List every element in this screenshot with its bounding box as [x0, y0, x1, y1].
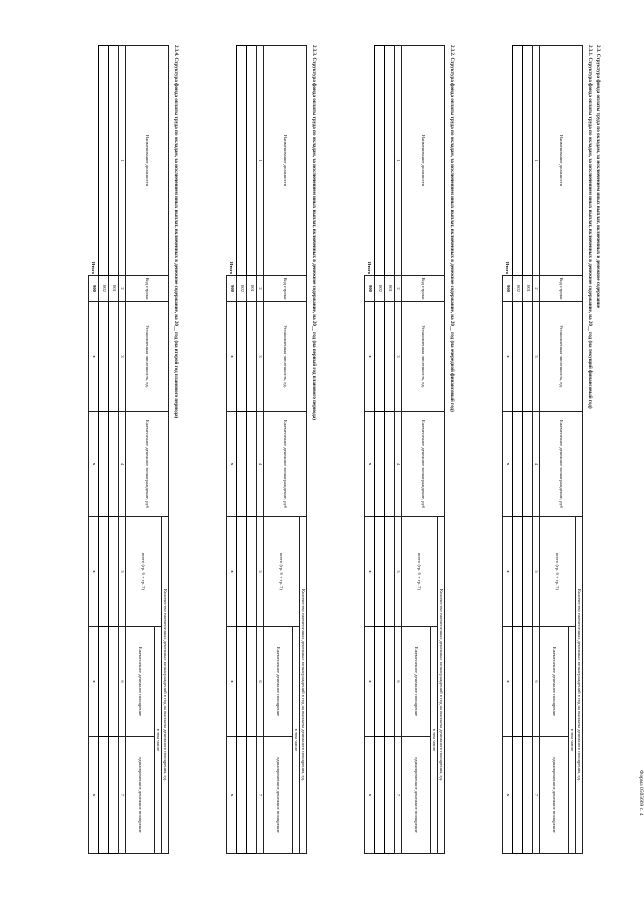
- x-mark: x: [89, 627, 99, 737]
- col-position-header: Наименование должности: [402, 46, 445, 276]
- col-num: 1: [533, 46, 540, 276]
- col-num: 4: [119, 412, 126, 517]
- col-code-header: Код строки: [402, 276, 445, 302]
- col-num: 7: [533, 737, 540, 854]
- col-extra-bonus-header: единовременное денежное поощрение: [540, 737, 569, 854]
- x-mark: x: [89, 517, 99, 627]
- col-num: 6: [533, 627, 540, 737]
- table-cell: [237, 737, 247, 854]
- col-code-header: Код строки: [264, 276, 307, 302]
- col-total-header: всего (гр. 6 + гр. 7): [402, 517, 438, 627]
- x-mark: x: [227, 302, 237, 412]
- table-cell: [247, 302, 257, 412]
- row-code: 002: [237, 276, 247, 302]
- col-num: 5: [257, 517, 264, 627]
- table-block-4: [70, 45, 178, 853]
- table-cell: [247, 627, 257, 737]
- row-code: 001: [109, 276, 119, 302]
- col-pay-header: Ежемесячное денежное вознаграждение, руб: [540, 412, 583, 517]
- col-monthly-bonus-header: Ежемесячное денежное поощрение: [264, 627, 293, 737]
- col-num: 1: [395, 46, 402, 276]
- table-cell: [385, 517, 395, 627]
- x-mark: x: [365, 517, 375, 627]
- table-cell: [513, 737, 523, 854]
- col-group-header: Количество ежемесячных денежных вознаграждений в год на выплаты денежного поощрения, ед.: [162, 517, 169, 854]
- total-code: 900: [503, 276, 513, 302]
- structure-table: [227, 45, 308, 854]
- table-cell: [513, 627, 523, 737]
- table-cell: [99, 302, 109, 412]
- col-headcount-header: Установленная численность, ед.: [264, 302, 307, 412]
- row-code: 001: [385, 276, 395, 302]
- col-position-header: Наименование должности: [264, 46, 307, 276]
- x-mark: x: [227, 412, 237, 517]
- table-cell: [109, 737, 119, 854]
- col-num: 4: [257, 412, 264, 517]
- table-cell: [109, 517, 119, 627]
- row-code: 001: [523, 276, 533, 302]
- col-group-header: Количество ежемесячных денежных вознаграждений в год на выплаты денежного поощрения, ед.: [300, 517, 307, 854]
- col-num: 2: [533, 276, 540, 302]
- col-num: 4: [395, 412, 402, 517]
- col-num: 4: [533, 412, 540, 517]
- col-num: 7: [119, 737, 126, 854]
- x-mark: x: [227, 627, 237, 737]
- col-monthly-bonus-header: Ежемесячное денежное поощрение: [126, 627, 155, 737]
- table-cell: [385, 412, 395, 517]
- col-num: 1: [119, 46, 126, 276]
- table-cell: [375, 302, 385, 412]
- col-num: 6: [119, 627, 126, 737]
- table-cell: [247, 46, 257, 276]
- table-cell: [375, 737, 385, 854]
- total-code: 900: [227, 276, 237, 302]
- col-extra-bonus-header: единовременное денежное поощрение: [264, 737, 293, 854]
- table-cell: [375, 517, 385, 627]
- col-num: 3: [395, 302, 402, 412]
- table-cell: [523, 412, 533, 517]
- form-code: Форма 0505669 с. 4: [638, 770, 644, 816]
- col-num: 2: [395, 276, 402, 302]
- x-mark: x: [503, 302, 513, 412]
- col-extra-bonus-header: единовременное денежное поощрение: [402, 737, 431, 854]
- col-num: 2: [257, 276, 264, 302]
- x-mark: x: [89, 737, 99, 854]
- col-extra-bonus-header: единовременное денежное поощрение: [126, 737, 155, 854]
- structure-table: [89, 45, 170, 854]
- col-pay-header: Ежемесячное денежное вознаграждение, руб: [402, 412, 445, 517]
- col-headcount-header: Установленная численность, ед.: [540, 302, 583, 412]
- block-title: 2.3.3. Структура фонда оплаты труда по окладам, за исключением иных выплат, включенных в денежное содержание, на 20__ год (на первый год планового периода): [311, 45, 316, 420]
- col-headcount-header: Установленная численность, ед.: [126, 302, 169, 412]
- table-cell: [109, 302, 119, 412]
- table-cell: [385, 46, 395, 276]
- total-label: Итого: [365, 46, 375, 276]
- table-cell: [109, 46, 119, 276]
- col-monthly-bonus-header: Ежемесячное денежное поощрение: [402, 627, 431, 737]
- table-block-1: [484, 45, 592, 853]
- table-cell: [237, 302, 247, 412]
- col-monthly-bonus-header: Ежемесячное денежное поощрение: [540, 627, 569, 737]
- col-num: 6: [257, 627, 264, 737]
- col-group-header: Количество ежемесячных денежных вознаграждений в год на выплаты денежного поощрения, ед.: [438, 517, 445, 854]
- table-cell: [523, 46, 533, 276]
- table-block-3: [208, 45, 316, 853]
- table-cell: [109, 627, 119, 737]
- col-total-header: всего (гр. 6 + гр. 7): [264, 517, 300, 627]
- section-header: 2.3. Структура фонда оплаты труда по окладам, за исключением иных выплат, включенных в денежное содержание: [595, 45, 600, 309]
- table-cell: [385, 627, 395, 737]
- block-title: 2.3.1. Структура фонда оплаты труда по окладам, за исключением иных выплат, включенных в денежное содержание, на 20__ год (на текущий финансовый год): [587, 45, 592, 409]
- col-code-header: Код строки: [540, 276, 583, 302]
- col-num: 7: [395, 737, 402, 854]
- rotated-content: [40, 45, 644, 855]
- structure-table: [503, 45, 584, 854]
- table-cell: [99, 627, 109, 737]
- x-mark: x: [89, 412, 99, 517]
- table-cell: [247, 517, 257, 627]
- col-headcount-header: Установленная численность, ед.: [402, 302, 445, 412]
- col-incl-header: в том числе: [155, 627, 162, 854]
- col-total-header: всего (гр. 6 + гр. 7): [126, 517, 162, 627]
- x-mark: x: [503, 412, 513, 517]
- col-total-header: всего (гр. 6 + гр. 7): [540, 517, 576, 627]
- table-cell: [523, 517, 533, 627]
- total-code: 900: [89, 276, 99, 302]
- table-cell: [99, 412, 109, 517]
- x-mark: x: [365, 737, 375, 854]
- x-mark: x: [227, 517, 237, 627]
- col-position-header: Наименование должности: [126, 46, 169, 276]
- col-num: 3: [533, 302, 540, 412]
- x-mark: x: [227, 737, 237, 854]
- col-num: 6: [395, 627, 402, 737]
- col-pay-header: Ежемесячное денежное вознаграждение, руб: [264, 412, 307, 517]
- row-code: 002: [99, 276, 109, 302]
- table-cell: [99, 737, 109, 854]
- table-cell: [513, 46, 523, 276]
- col-num: 2: [119, 276, 126, 302]
- x-mark: x: [89, 302, 99, 412]
- col-position-header: Наименование должности: [540, 46, 583, 276]
- col-pay-header: Ежемесячное денежное вознаграждение, руб: [126, 412, 169, 517]
- col-num: 5: [119, 517, 126, 627]
- col-num: 7: [257, 737, 264, 854]
- col-incl-header: в том числе: [569, 627, 576, 854]
- x-mark: x: [503, 517, 513, 627]
- table-cell: [523, 302, 533, 412]
- table-cell: [109, 412, 119, 517]
- total-label: Итого: [227, 46, 237, 276]
- col-code-header: Код строки: [126, 276, 169, 302]
- row-code: 002: [375, 276, 385, 302]
- table-cell: [375, 46, 385, 276]
- block-title: 2.3.2. Структура фонда оплаты труда по окладам, за исключением иных выплат, включенных в денежное содержание, на 20__ год (на очередной финансовый год): [449, 45, 454, 412]
- col-num: 3: [257, 302, 264, 412]
- x-mark: x: [503, 627, 513, 737]
- table-cell: [513, 302, 523, 412]
- table-cell: [237, 517, 247, 627]
- col-incl-header: в том числе: [293, 627, 300, 854]
- x-mark: x: [365, 302, 375, 412]
- x-mark: x: [503, 737, 513, 854]
- col-num: 5: [395, 517, 402, 627]
- table-cell: [375, 412, 385, 517]
- table-cell: [513, 517, 523, 627]
- table-cell: [99, 517, 109, 627]
- table-cell: [237, 412, 247, 517]
- col-num: 3: [119, 302, 126, 412]
- total-code: 900: [365, 276, 375, 302]
- total-label: Итого: [89, 46, 99, 276]
- x-mark: x: [365, 412, 375, 517]
- col-group-header: Количество ежемесячных денежных вознаграждений в год на выплаты денежного поощрения, ед.: [576, 517, 583, 854]
- table-cell: [385, 737, 395, 854]
- table-block-2: [346, 45, 454, 853]
- x-mark: x: [365, 627, 375, 737]
- block-title: 2.3.4. Структура фонда оплаты труда по окладам, за исключением иных выплат, включенных в денежное содержание, на 20__ год (на второй год планового периода): [173, 45, 178, 419]
- table-cell: [247, 737, 257, 854]
- col-num: 1: [257, 46, 264, 276]
- table-cell: [237, 46, 247, 276]
- row-code: 001: [247, 276, 257, 302]
- table-cell: [247, 412, 257, 517]
- table-cell: [513, 412, 523, 517]
- table-cell: [99, 46, 109, 276]
- total-label: Итого: [503, 46, 513, 276]
- table-cell: [523, 627, 533, 737]
- row-code: 002: [513, 276, 523, 302]
- structure-table: [365, 45, 446, 854]
- table-cell: [237, 627, 247, 737]
- table-cell: [523, 737, 533, 854]
- table-cell: [375, 627, 385, 737]
- table-cell: [385, 302, 395, 412]
- col-incl-header: в том числе: [431, 627, 438, 854]
- col-num: 5: [533, 517, 540, 627]
